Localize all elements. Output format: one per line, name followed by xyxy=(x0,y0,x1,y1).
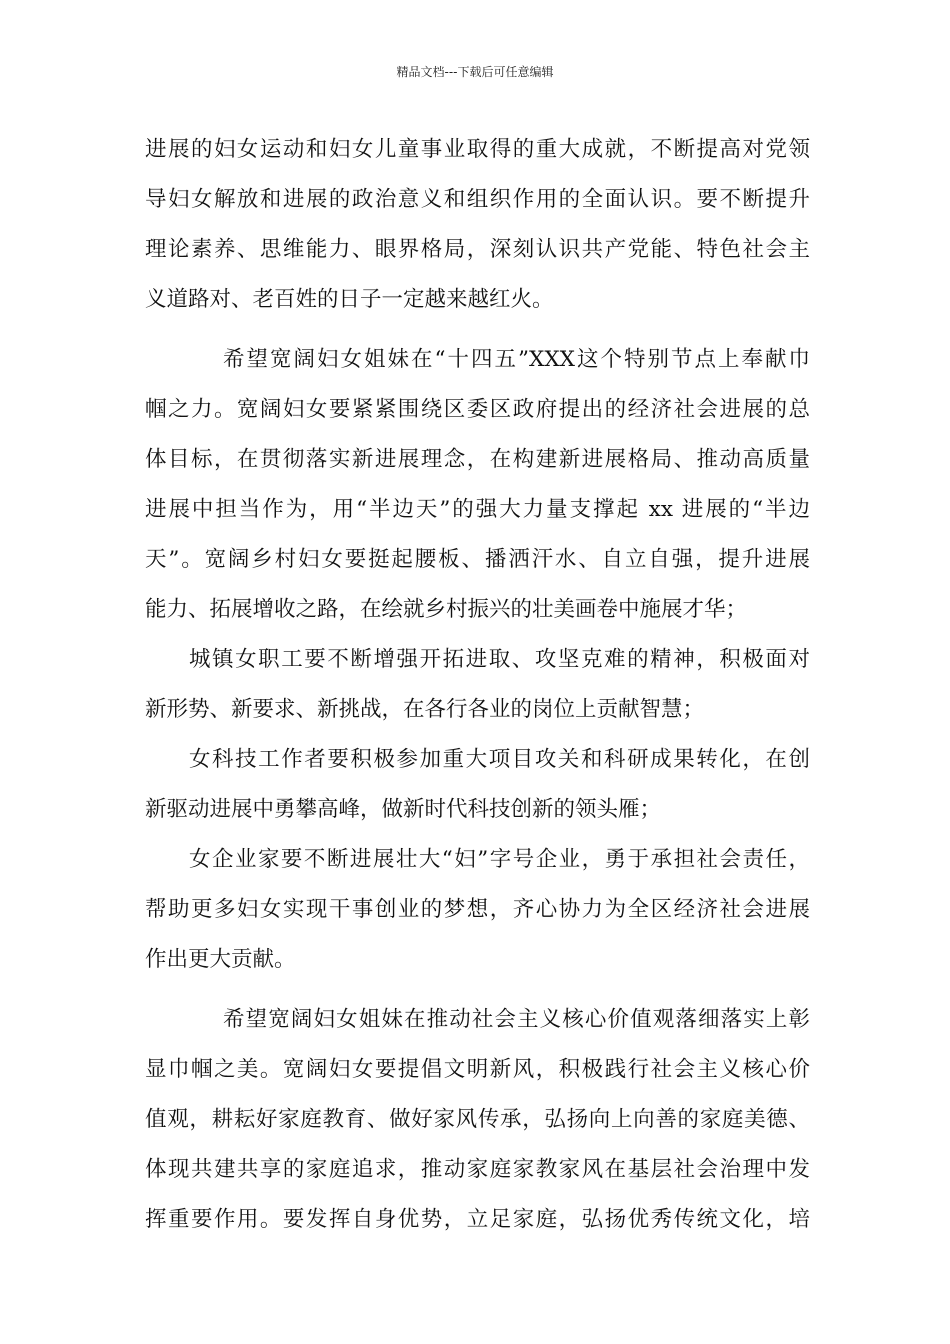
text-line: 城镇女职工要不断增强开拓进取、攻坚克难的精神，积极面对 xyxy=(189,647,810,672)
text-line: 希望宽阔妇女姐妹在推动社会主义核心价值观落细落实上彰 xyxy=(223,1007,810,1032)
text-line: 理论素养、思维能力、眼界格局，深刻认识共产党能、特色社会主 xyxy=(145,237,810,262)
paragraph xyxy=(145,735,810,835)
text-line: 帼之力。宽阔妇女要紧紧围绕区委区政府提出的经济社会进展的总 xyxy=(145,397,810,422)
paragraph xyxy=(145,125,810,325)
page-header: 精品文档---下载后可任意编辑 xyxy=(396,65,554,79)
text-line: 女企业家要不断进展壮大“妇”字号企业，勇于承担社会责任， xyxy=(189,847,810,872)
text-line: 挥重要作用。要发挥自身优势，立足家庭，弘扬优秀传统文化，培 xyxy=(145,1207,810,1232)
text-line: 值观，耕耘好家庭教育、做好家风传承，弘扬向上向善的家庭美德、 xyxy=(145,1107,810,1132)
text-line: 天”。宽阔乡村妇女要挺起腰板、播洒汗水、自立自强，提升进展 xyxy=(145,547,810,572)
text-line: 作出更大贡献。 xyxy=(145,947,296,972)
text-line: 体现共建共享的家庭追求，推动家庭家教家风在基层社会治理中发 xyxy=(145,1157,810,1182)
text-line: 显巾帼之美。宽阔妇女要提倡文明新风，积极践行社会主义核心价 xyxy=(145,1057,810,1082)
text-line: 新驱动进展中勇攀高峰，做新时代科技创新的领头雁； xyxy=(145,797,662,822)
text-line: 新形势、新要求、新挑战，在各行各业的岗位上贡献智慧； xyxy=(145,697,705,722)
paragraph xyxy=(145,835,810,985)
text-line: 义道路对、老百姓的日子一定越来越红火。 xyxy=(145,287,554,312)
text-line: 希望宽阔妇女姐妹在“十四五”XXX这个特别节点上奉献巾 xyxy=(223,347,810,372)
paragraph xyxy=(145,335,810,635)
text-line: 进展的妇女运动和妇女儿童事业取得的重大成就，不断提高对党领 xyxy=(145,137,810,162)
text-line: 能力、拓展增收之路，在绘就乡村振兴的壮美画卷中施展才华； xyxy=(145,597,748,622)
text-line: 帮助更多妇女实现干事创业的梦想，齐心协力为全区经济社会进展 xyxy=(145,897,810,922)
text-line: 体目标，在贯彻落实新进展理念，在构建新进展格局、推动高质量 xyxy=(145,447,810,472)
document-body xyxy=(145,125,810,1245)
paragraph xyxy=(145,995,810,1245)
text-line: 女科技工作者要积极参加重大项目攻关和科研成果转化，在创 xyxy=(189,747,810,772)
text-line: 导妇女解放和进展的政治意义和组织作用的全面认识。要不断提升 xyxy=(145,187,810,212)
text-line: 进展中担当作为，用“半边天”的强大力量支撑起 xx 进展的“半边 xyxy=(145,497,810,522)
paragraph xyxy=(145,635,810,735)
